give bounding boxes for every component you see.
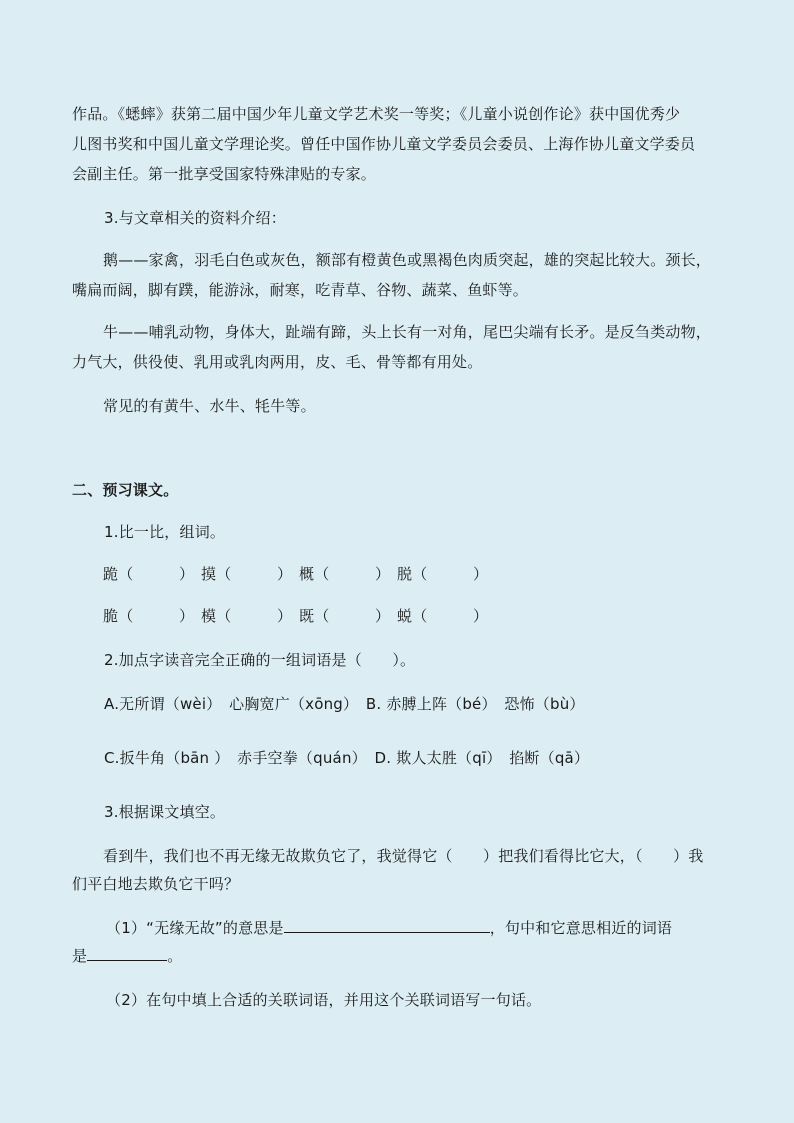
q1-item: 既（ ） — [299, 607, 391, 625]
q1-item: 概（ ） — [299, 565, 391, 583]
answer-blank[interactable] — [284, 918, 490, 933]
q2-label: 2.加点字读音完全正确的一组词语是（ ）。 — [104, 651, 416, 669]
q3-sub2: （2）在句中填上合适的关联词语，并用这个关联词语写一句话。 — [106, 991, 542, 1009]
q1-item: 跪（ ） — [103, 565, 195, 583]
q3-sub1-text-b: ，句中和它意思相近的词语 — [489, 919, 673, 937]
intro-line-2: 儿图书奖和中国儿童文学理论奖。曾任中国作协儿童文学委员会委员、上海作协儿童文学委员 — [72, 135, 696, 153]
q1-item: 模（ ） — [201, 607, 293, 625]
q1-row-1 — [103, 564, 755, 584]
q3-sub1-text-d: 。 — [167, 947, 183, 965]
ox-line-3: 常见的有黄牛、水牛、牦牛等。 — [103, 397, 316, 415]
q3-sub1-line-2 — [72, 946, 724, 966]
intro-line-3: 会副主任。第一批享受国家特殊津贴的专家。 — [72, 165, 377, 183]
q3-sub1-text-c: 是 — [72, 947, 88, 965]
q3-passage-2: 们平白地去欺负它干吗？ — [72, 875, 240, 893]
q1-item: 蜕（ ） — [397, 607, 489, 625]
intro-line-1: 作品。《蟋蟀》获第二届中国少年儿童文学艺术奖一等奖；《儿童小说创作论》获中国优秀少 — [72, 105, 681, 123]
ox-line-2: 力气大，供役使、乳用或乳肉两用，皮、毛、骨等都有用处。 — [72, 353, 483, 371]
answer-blank[interactable] — [87, 946, 167, 961]
q2-option-a: A.无所谓（wèi） 心胸宽广（xōng） B. 赤膊上阵（bé） 恐怖（bù） — [104, 695, 585, 713]
goose-line-2: 嘴扁而阔，脚有蹼，能游泳，耐寒，吃青草、谷物、蔬菜、鱼虾等。 — [72, 281, 529, 299]
q1-row-2 — [103, 606, 755, 626]
q2-option-c: C.扳牛角（bān ） 赤手空拳（quán） D. 欺人太胜（qī） 掐断（qā） — [104, 749, 590, 767]
ox-line-1: 牛——哺乳动物，身体大，趾端有蹄，头上长有一对角，尾巴尖端有长矛。是反刍类动物， — [103, 323, 712, 341]
q3-sub1-line — [106, 918, 758, 938]
q1-item: 脆（ ） — [103, 607, 195, 625]
q3-sub1-text-a: （1）“无缘无故”的意思是 — [106, 919, 284, 937]
q1-item: 脱（ ） — [397, 565, 489, 583]
section-title: 二、预习课文。 — [72, 481, 179, 499]
goose-line-1: 鹅——家禽，羽毛白色或灰色，额部有橙黄色或黑褐色肉质突起，雄的突起比较大。颈长， — [103, 251, 712, 269]
q3-passage-1: 看到牛，我们也不再无缘无故欺负它了，我觉得它（ ）把我们看得比它大，（ ）我 — [103, 847, 704, 865]
q3-label: 3.根据课文填空。 — [104, 803, 226, 821]
materials-heading: 3.与文章相关的资料介绍： — [104, 209, 286, 227]
q1-label: 1.比一比，组词。 — [104, 523, 226, 541]
q1-item: 摸（ ） — [201, 565, 293, 583]
